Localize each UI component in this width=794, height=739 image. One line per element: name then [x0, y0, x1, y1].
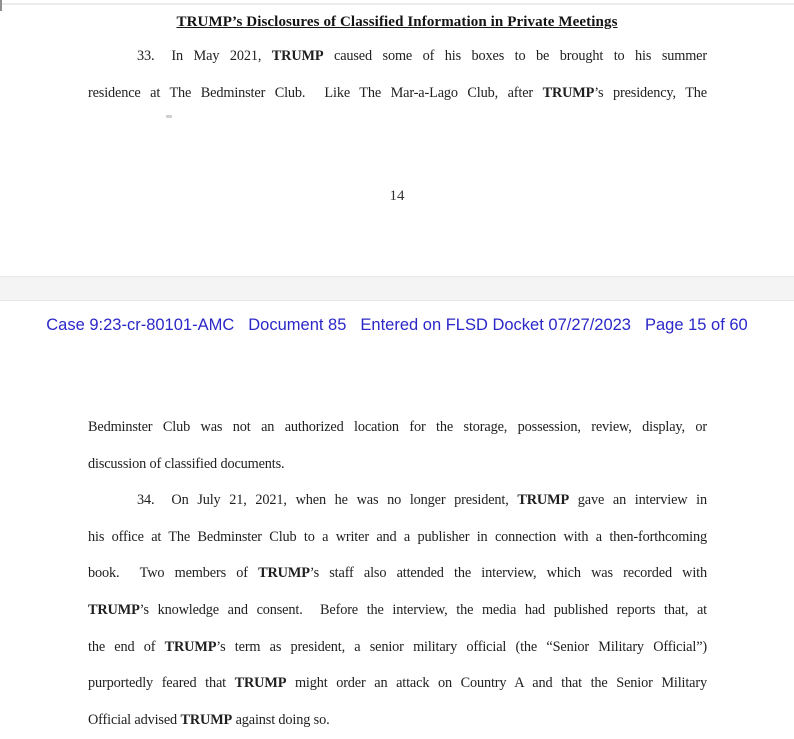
- paragraph-33-line-1: 33. In May 2021, TRUMP caused some of his boxes to be brought to his summer: [137, 48, 707, 64]
- document-text-line: book. Two members of TRUMP’s staff also attended the interview, which was recorded with: [88, 565, 707, 582]
- stamp-document-number: Document 85: [248, 316, 347, 334]
- stamp-case-number: Case 9:23-cr-80101-AMC: [46, 316, 235, 334]
- document-text-line: the end of TRUMP’s term as president, a senior military official (the “Senior Military Official”): [88, 638, 707, 655]
- stamp-page-count: Page 15 of 60: [644, 316, 748, 334]
- paragraph-34-line-1: 34. On July 21, 2021, when he was no longer president, TRUMP gave an interview in: [137, 492, 707, 509]
- document-text-line: discussion of classified documents.: [88, 455, 285, 472]
- document-text-line: his office at The Bedminster Club to a writer and a publisher in connection with a then-forthcoming: [88, 528, 707, 545]
- stamp-docket-entry: Entered on FLSD Docket 07/27/2023: [360, 316, 631, 334]
- document-text-line: Official advised TRUMP against doing so.: [88, 711, 330, 728]
- document-text-line: purportedly feared that TRUMP might order an attack on Country A and that the Senior Military: [88, 675, 707, 692]
- page-number-14: 14: [389, 188, 405, 204]
- scan-artifact-cutoff-char: [166, 115, 172, 118]
- page-gap-band: [0, 276, 794, 301]
- document-text-line: Bedminster Club was not an authorized location for the storage, possession, review, display, or: [88, 419, 707, 435]
- page15-text-block: [88, 409, 707, 738]
- pacer-stamp: [0, 314, 794, 336]
- paragraph-33-line-2: residence at The Bedminster Club. Like The Mar-a-Lago Club, after TRUMP’s presidency, The: [88, 85, 707, 101]
- page14-text-block: [88, 38, 707, 112]
- section-heading: TRUMP’s Disclosures of Classified Information in Private Meetings: [176, 14, 618, 30]
- scan-artifact-top-left: [0, 0, 2, 11]
- document-text-line: TRUMP’s knowledge and consent. Before the interview, the media had published reports that, at: [88, 601, 707, 618]
- scan-hairline: [0, 3, 794, 5]
